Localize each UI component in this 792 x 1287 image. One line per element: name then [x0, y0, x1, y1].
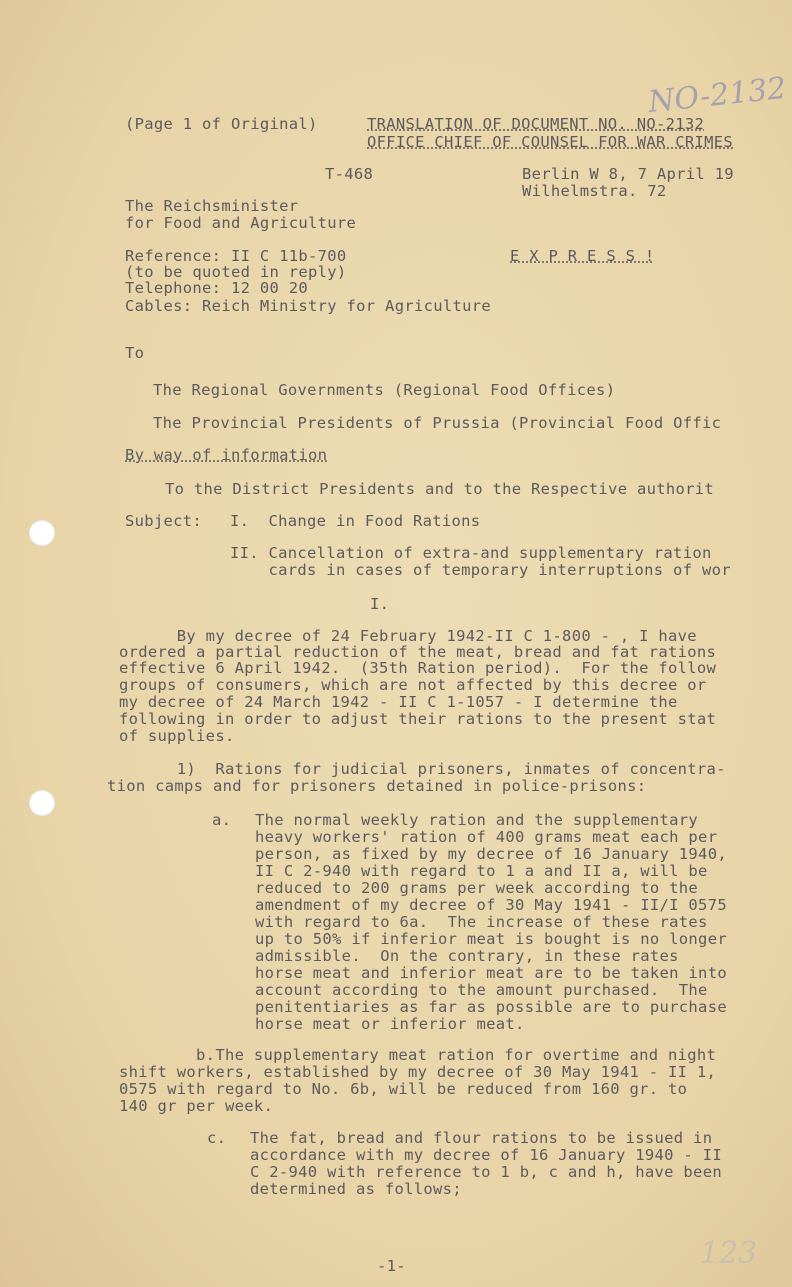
paragraph-1-line-7: of supplies. [119, 727, 235, 745]
punch-hole-bottom [29, 790, 55, 816]
file-number: T-468 [325, 165, 374, 183]
telephone-line: Telephone: 12 00 20 [125, 279, 309, 297]
recipient-regional-governments: The Regional Governments (Regional Food Offices) [153, 381, 616, 399]
item-c-label: c. [207, 1129, 227, 1147]
point-1-line-1: 1) Rations for judicial prisoners, inmates of concentra- [119, 760, 726, 778]
sender-line-1: The Reichsminister [125, 197, 299, 215]
item-b-line-1: b.The supplementary meat ration for overtime and night [119, 1046, 717, 1064]
paragraph-1-line-3: effective 6 April 1942. (35th Ration period). For the follow [119, 659, 717, 677]
paragraph-1-line-6: following in order to adjust their rations to the present stat [119, 710, 717, 728]
item-a-line-10: horse meat and inferior meat are to be taken into [255, 964, 727, 982]
section-number: I. [370, 595, 390, 613]
item-a-line-11: account according to the amount purchased. The [255, 981, 708, 999]
subject-item-1: I. Change in Food Rations [230, 512, 481, 530]
item-a-line-3: person, as fixed by my decree of 16 January 1940, [255, 845, 727, 863]
item-a-line-12: penitentiaries as far as possible are to purchase [255, 998, 727, 1016]
paragraph-1-line-5: my decree of 24 March 1942 - II C 1-1057 - I determine the [119, 693, 678, 711]
item-c-line-3: C 2-940 with reference to 1 b, c and h, have been [250, 1163, 722, 1181]
handwritten-document-number: NO-2132 [646, 70, 788, 121]
subject-item-2-line-2: cards in cases of temporary interruptions of wor [230, 561, 731, 579]
item-a-line-9: admissible. On the contrary, in these rates [255, 947, 679, 965]
recipient-provincial-presidents: The Provincial Presidents of Prussia (Provincial Food Offic [153, 414, 722, 432]
information-heading: By way of information [125, 446, 328, 464]
item-a-line-1: The normal weekly ration and the supplementary [255, 811, 699, 829]
point-1-line-2: tion camps and for prisoners detained in police-prisons: [107, 777, 647, 795]
item-a-line-5: reduced to 200 grams per week according to the [255, 879, 699, 897]
office-heading: OFFICE CHIEF OF COUNSEL FOR WAR CRIMES [367, 133, 734, 151]
page-reference: (Page 1 of Original) [125, 115, 318, 133]
folio-number: 123 [700, 1236, 758, 1271]
item-a-line-2: heavy workers' ration of 400 grams meat each per [255, 828, 718, 846]
reference-note: (to be quoted in reply) [125, 263, 347, 281]
express-mark: E X P R E S S ! [510, 247, 655, 265]
page-number: -1- [377, 1257, 406, 1275]
sender-line-2: for Food and Agriculture [125, 214, 357, 232]
item-c-line-1: The fat, bread and flour rations to be issued in [250, 1129, 713, 1147]
item-b-line-2: shift workers, established by my decree of 30 May 1941 - II 1, [119, 1063, 717, 1081]
item-a-line-13: horse meat or inferior meat. [255, 1015, 525, 1033]
cables-line: Cables: Reich Ministry for Agriculture [125, 297, 492, 315]
paragraph-1-line-1: By my decree of 24 February 1942-II C 1-800 - , I have [119, 627, 697, 645]
information-recipient: To the District Presidents and to the Respective authorit [165, 480, 715, 498]
to-label: To [125, 344, 145, 362]
reference-number: Reference: II C 11b-700 [125, 247, 347, 265]
street-address: Wilhelmstra. 72 [522, 182, 667, 200]
item-a-line-7: with regard to 6a. The increase of these rates [255, 913, 708, 931]
item-a-line-8: up to 50% if inferior meat is bought is no longer [255, 930, 727, 948]
item-b-line-3: 0575 with regard to No. 6b, will be reduced from 160 gr. to [119, 1080, 688, 1098]
item-c-line-2: accordance with my decree of 16 January 1940 - II [250, 1146, 722, 1164]
item-a-line-4: II C 2-940 with regard to 1 a and II a, will be [255, 862, 708, 880]
item-b-line-4: 140 gr per week. [119, 1097, 274, 1115]
paragraph-1-line-4: groups of consumers, which are not affected by this decree or [119, 676, 707, 694]
translation-heading: TRANSLATION OF DOCUMENT NO. NO-2132 [367, 115, 705, 133]
item-a-line-6: amendment of my decree of 30 May 1941 - II/I 0575 [255, 896, 727, 914]
paragraph-1-line-2: ordered a partial reduction of the meat, bread and fat rations [119, 643, 717, 661]
place-and-date: Berlin W 8, 7 April 19 [522, 165, 734, 183]
item-a-label: a. [212, 811, 232, 829]
subject-item-2-line-1: II. Cancellation of extra-and supplementary ration [230, 544, 712, 562]
subject-label: Subject: [125, 512, 203, 530]
item-c-line-4: determined as follows; [250, 1180, 462, 1198]
punch-hole-top [29, 520, 55, 546]
